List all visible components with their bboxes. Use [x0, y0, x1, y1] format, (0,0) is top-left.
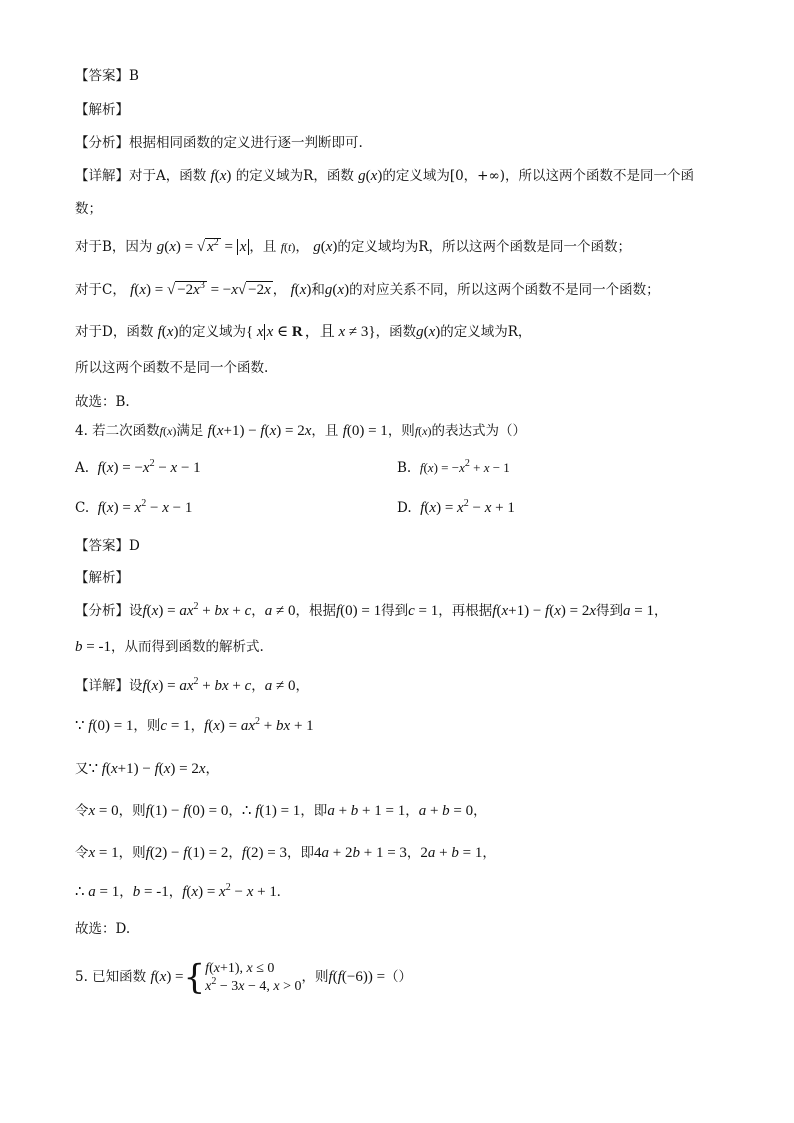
detail-q4-2: ∵ f(0) = 1，则c = 1，$f(x) = ax^2$ + bx + 1	[75, 716, 314, 734]
detail-d-q3: 对于D，函数 f(x)的定义域为{ x x ∈ R ，且 x ≠ 3}，函数g(x)的定义域为R，	[75, 324, 532, 340]
math-f0: f(0) = 1	[342, 423, 388, 439]
option-d: D. $f(x) = x^2 - x + 1$	[397, 498, 515, 516]
math-fx-c: f(x)	[290, 282, 312, 298]
detail-c-q3: 对于C， f(x) = √ $-2x^3 = -x√ -2x$ ， f(x)和g(x)的对应关系不同，所以这两个函数不是同一个函数；	[75, 280, 660, 298]
option-c-expr: $f(x) = x^2 - x - 1$	[97, 498, 193, 516]
option-c: C. $f(x) = x^2 - x - 1$	[75, 498, 193, 516]
question-4-stem: 4. 若二次函数f(x)满足 f(x+1) − f(x) = 2x，且 f(0) = 1，则f(x)的表达式为（）	[75, 423, 526, 439]
option-a-expr: $f(x) = -x^2 - x - 1$	[97, 458, 201, 476]
detail-a-q3: 【详解】对于A，函数 f(x) 的定义域为R，函数 g(x)的定义域为[0，+∞)，所以这两个函数不是同一个函	[75, 168, 695, 184]
option-b: B. $f(x) = -x^2 + x - 1$	[397, 458, 510, 476]
math-ff-6: f(f(−6)) =	[328, 969, 386, 985]
math-gx: g(x)	[358, 168, 383, 184]
math-b-eq: g(x) = √ $x^2 = x$	[157, 238, 250, 255]
math-gx-b: g(x)	[313, 239, 338, 255]
fenxi-q4-cont: b = -1，从而得到函数的解析式.	[75, 639, 264, 655]
math-piecewise: f(x) ={ f(x+1), x ≤ 0 $x^2 - 3x - 4$, x > 0	[150, 957, 302, 998]
math-gx-d: g(x)	[416, 324, 441, 340]
choose-q4: 故选：D.	[75, 921, 131, 937]
option-a: A. $f(x) = -x^2 - x - 1$	[75, 458, 201, 476]
fenxi-q4: 【分析】设$f(x) = ax^2$ + bx + c，a ≠ 0，根据f(0) = 1得到c = 1，再根据f(x+1) − f(x) = 2x得到a = 1，	[75, 601, 668, 619]
answer-line-q4	[75, 536, 140, 556]
conclusion-q3: 所以这两个函数不是同一个函数.	[75, 360, 269, 376]
detail-b-q3: 对于B，因为 g(x) = √ $x^2 = x$ ，且 f(t)， g(x)的定义域均为R，所以这两个函数是同一个函数；	[75, 237, 632, 255]
option-b-expr: $f(x) = -x^2 + x - 1$	[419, 458, 510, 475]
detail-q4-5: 令x = 1，则f(2) − f(1) = 2，f(2) = 3，即4a + 2b + 1 = 3，2a + b = 1，	[75, 845, 496, 861]
answer-line-q3	[75, 66, 139, 86]
fenxi-q3: 【分析】根据相同函数的定义进行逐一判断即可.	[75, 135, 363, 151]
analysis-heading-q3: 【解析】	[75, 102, 129, 118]
math-c-eq: f(x) = √ $-2x^3 = -x√ -2x$	[130, 280, 271, 298]
math-ft: f(t)	[280, 240, 296, 254]
math-domain-set: { x x ∈ R ，且 x ≠ 3}	[245, 324, 376, 340]
detail-tag: 【详解】	[75, 168, 129, 184]
math-fx: f(x)	[210, 168, 232, 184]
answer-value: D	[129, 538, 140, 554]
option-d-expr: $f(x) = x^2 - x + 1$	[420, 498, 515, 516]
answer-value: B	[129, 68, 139, 84]
math-fx-small-2: f(x)	[414, 424, 432, 438]
math-fx-small: f(x)	[159, 424, 177, 438]
math-recurrence: f(x+1) − f(x) = 2x	[207, 423, 312, 439]
choose-q3: 故选：B.	[75, 394, 130, 410]
detail-q4-1: 【详解】设$f(x) = ax^2$ + bx + c，a ≠ 0，	[75, 676, 309, 694]
question-5-stem: 5. 已知函数 f(x) ={ f(x+1), x ≤ 0 $x^2 - 3x - 4$, x > 0 ，则f(f(−6)) =（）	[75, 957, 413, 998]
math-fx-d: f(x)	[157, 324, 179, 340]
detail-a-cont-q3: 数；	[75, 201, 102, 217]
answer-tag: 【答案】	[75, 538, 129, 554]
detail-q4-4: 令x = 0，则f(1) − f(0) = 0，∴ f(1) = 1，即a + b + 1 = 1，a + b = 0，	[75, 803, 487, 819]
detail-q4-3: 又∵ f(x+1) − f(x) = 2x，	[75, 761, 220, 777]
answer-tag: 【答案】	[75, 68, 129, 84]
detail-q4-6: ∴ a = 1，b = -1，$f(x) = x^2 - x + 1$.	[75, 882, 281, 900]
analysis-heading-q4: 【解析】	[75, 570, 129, 586]
math-gx-c: g(x)	[324, 282, 350, 298]
